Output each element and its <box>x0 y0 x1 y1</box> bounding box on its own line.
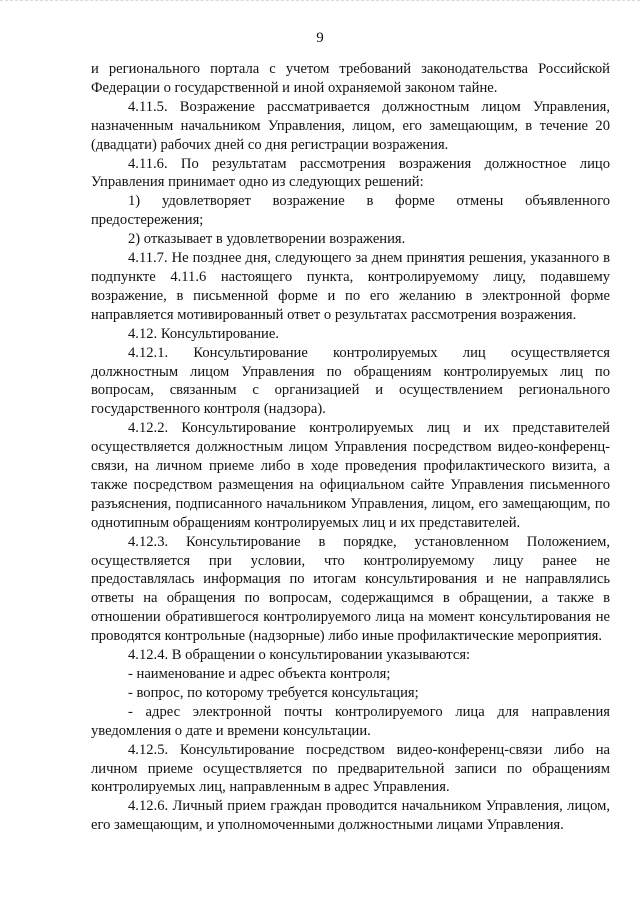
list-item: 1) удовлетворяет возражение в форме отмены объявленного предостережения; <box>91 193 610 229</box>
paragraph: 4.12.6. Личный прием граждан проводится начальником Управления, лицом, его замещающим, и уполномоченными должностными лицами Управления. <box>91 798 610 834</box>
list-item: 2) отказывает в удовлетворении возражения. <box>128 231 406 248</box>
list-item: - наименование и адрес объекта контроля; <box>128 666 391 682</box>
list-item: - вопрос, по которому требуется консультация; <box>128 684 419 701</box>
paragraph: 4.12.2. Консультирование контролируемых лиц и их представителей осуществляется должностным лицом Управления посредством видео-конференц-связи, на личном приеме либо в ходе проведения профилактического визита, а также посредством размещения на официальном сайте Управления письменного разъяснения, подписанного начальником Управления, лицом, его замещающим, по однотипным обращениям контролируемых лиц и их представителей. <box>91 420 610 531</box>
paragraph: и регионального портала с учетом требований законодательства Российской Федерации о государственной и иной охраняемой законом тайне. <box>91 61 610 96</box>
page-number: 9 <box>316 30 324 46</box>
paragraph: 4.12.1. Консультирование контролируемых лиц осуществляется должностным лицом Управления по обращениям контролируемых лиц по вопросам, связанным с организацией и осуществлением регионального государственного контроля (надзора). <box>91 344 610 418</box>
section-heading: 4.12. Консультирование. <box>128 325 279 342</box>
paragraph: 4.11.7. Не позднее дня, следующего за днем принятия решения, указанного в подпункте 4.11.6 настоящего пункта, контролируемому лицу, подавшему возражение, в письменной форме и по его желанию в электронной форме направляется мотивированный ответ о результатах рассмотрения возражения. <box>91 250 610 323</box>
list-item: - адрес электронной почты контролируемого лица для направления уведомления о дате и времени консультации. <box>91 703 610 739</box>
paragraph: 4.12.4. В обращении о консультировании указываются: <box>128 647 471 664</box>
document-body <box>91 60 610 835</box>
paragraph: 4.12.3. Консультирование в порядке, установленном Положением, осуществляется при условии, что контролируемому лицу ранее не предоставлялась информация по итогам консультирования и не направлялись ответы на обращения по вопросам, содержащимся в обращении, а также в отношении обратившегося контролируемого лица на момент консультирования не проводятся контрольные (надзорные) либо иные профилактические мероприятия. <box>91 533 610 645</box>
scan-edge-line <box>0 0 640 6</box>
paragraph: 4.11.5. Возражение рассматривается должностным лицом Управления, назначенным начальником Управления, лицом, его замещающим, в течение 20 (двадцати) рабочих дней со дня регистрации возражения. <box>91 98 610 153</box>
paragraph: 4.11.6. По результатам рассмотрения возражения должностное лицо Управления принимает одно из следующих решений: <box>91 155 610 191</box>
paragraph: 4.12.5. Консультирование посредством видео-конференц-связи либо на личном приеме осуществляется по предварительной записи по обращениям контролируемых лиц, направленным в адрес Управления. <box>91 741 610 796</box>
